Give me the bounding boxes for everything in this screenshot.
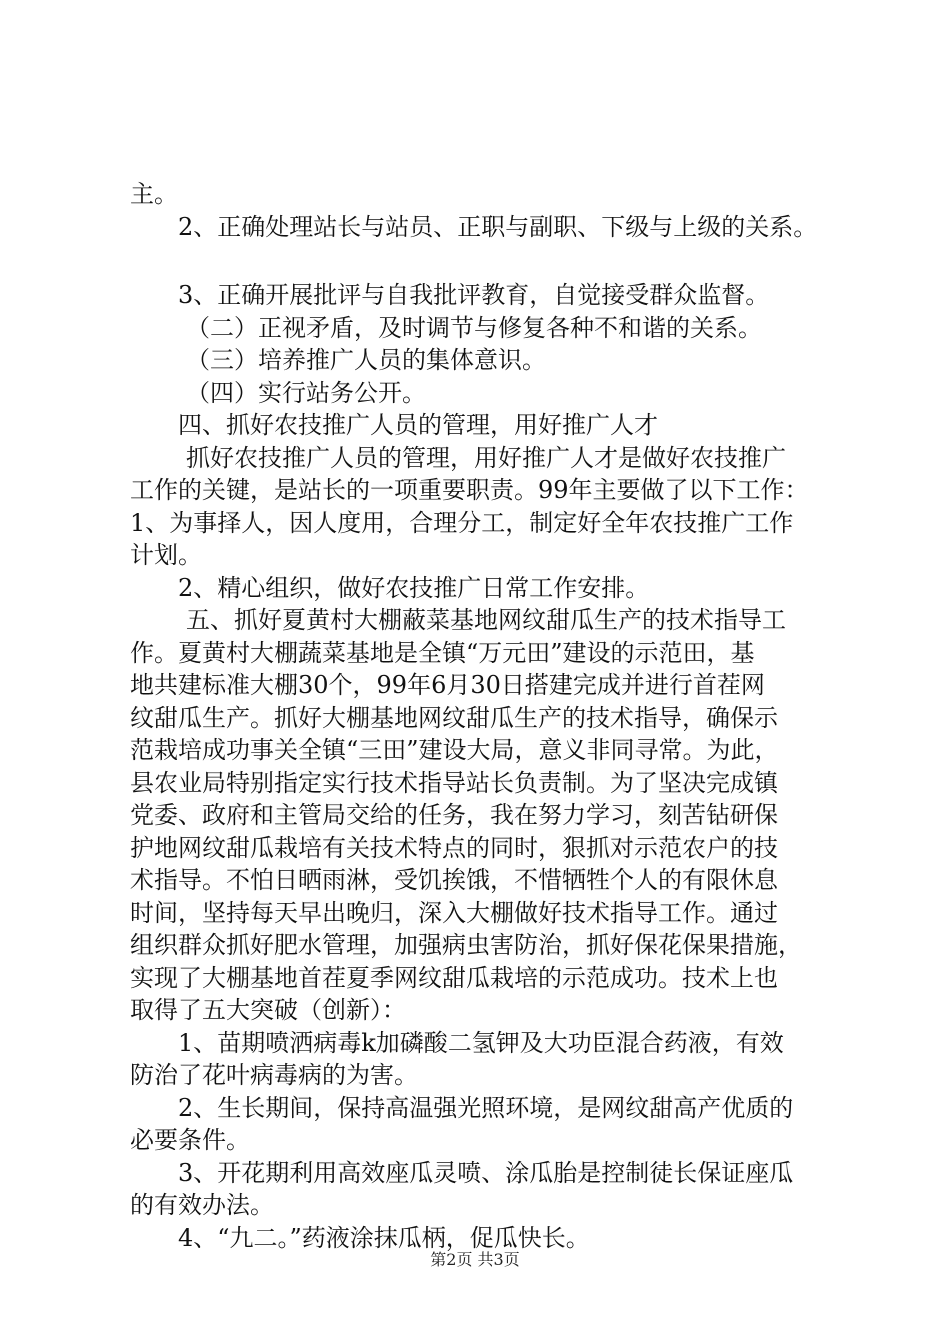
text-line: 取得了五大突破（创新）： [130, 996, 406, 1024]
text-line: 必要条件。 [130, 1126, 250, 1154]
text-line: （四）实行站务公开。 [186, 378, 426, 407]
text-line: 五、抓好夏黄村大棚蔽菜基地网纹甜瓜生产的技术指导工 [186, 606, 786, 634]
text-line: 2、精心组织，做好农技推广日常工作安排。 [178, 573, 650, 602]
text-line: 组织群众抓好肥水管理，加强病虫害防治，抓好保花保果措施， [130, 931, 802, 959]
text-line: 县农业局特别指定实行技术指导站长负责制。为了坚决完成镇 [130, 768, 778, 797]
text-line: 时间，坚持每天早出晚归，深入大棚做好技术指导工作。通过 [130, 898, 778, 927]
text-line: 地共建标准大棚30个，99年6月30日搭建完成并进行首茬网 [130, 671, 765, 699]
text-line: 护地网纹甜瓜栽培有关技术特点的同时，狠抓对示范农户的技 [130, 833, 778, 862]
document-body [130, 178, 850, 1254]
text-line: 2、生长期间，保持高温强光照环境，是网纹甜高产优质的 [178, 1093, 794, 1122]
text-line: 党委、政府和主管局交给的任务，我在努力学习，刻苦钻研保 [130, 801, 778, 829]
text-line: （二）正视矛盾，及时调节与修复各种不和谐的关系。 [186, 313, 762, 342]
text-line: 计划。 [130, 541, 202, 569]
text-line: 主。 [130, 180, 178, 208]
page-footer: 第2页 共3页 [430, 1250, 520, 1269]
text-line: 实现了大棚基地首茬夏季网纹甜瓜栽培的示范成功。技术上也 [130, 963, 778, 992]
text-line: 1、为事择人，因人度用，合理分工，制定好全年农技推广工作 [130, 508, 794, 537]
text-line: 作。夏黄村大棚蔬菜基地是全镇“万元田”建设的示范田，基 [130, 638, 755, 667]
text-line: 四、抓好农技推广人员的管理，用好推广人才 [178, 411, 658, 439]
text-line: 1、苗期喷洒病毒k加磷酸二氢钾及大功臣混合药液，有效 [178, 1028, 784, 1057]
text-line: 纹甜瓜生产。抓好大棚基地网纹甜瓜生产的技术指导，确保示 [130, 703, 778, 732]
text-line: 防治了花叶病毒病的为害。 [130, 1061, 418, 1089]
text-line: 2、正确处理站长与站员、正职与副职、下级与上级的关系。 [178, 212, 818, 241]
text-line: 抓好农技推广人员的管理，用好推广人才是做好农技推广 [186, 443, 786, 472]
text-line: 工作的关键，是站长的一项重要职责。99年主要做了以下工作： [130, 476, 809, 504]
text-line: 3、正确开展批评与自我批评教育，自觉接受群众监督。 [178, 281, 770, 309]
text-line: （三）培养推广人员的集体意识。 [186, 346, 546, 374]
text-line: 术指导。不怕日晒雨淋，受饥挨饿，不惜牺牲个人的有限休息 [130, 866, 778, 894]
text-line: 的有效办法。 [130, 1191, 274, 1219]
text-line: 3、开花期利用高效座瓜灵喷、涂瓜胎是控制徒长保证座瓜 [178, 1158, 794, 1187]
text-line: 4、“九二。”药液涂抹瓜柄，促瓜快长。 [178, 1223, 590, 1252]
text-line: 范栽培成功事关全镇“三田”建设大局，意义非同寻常。为此， [130, 736, 779, 764]
